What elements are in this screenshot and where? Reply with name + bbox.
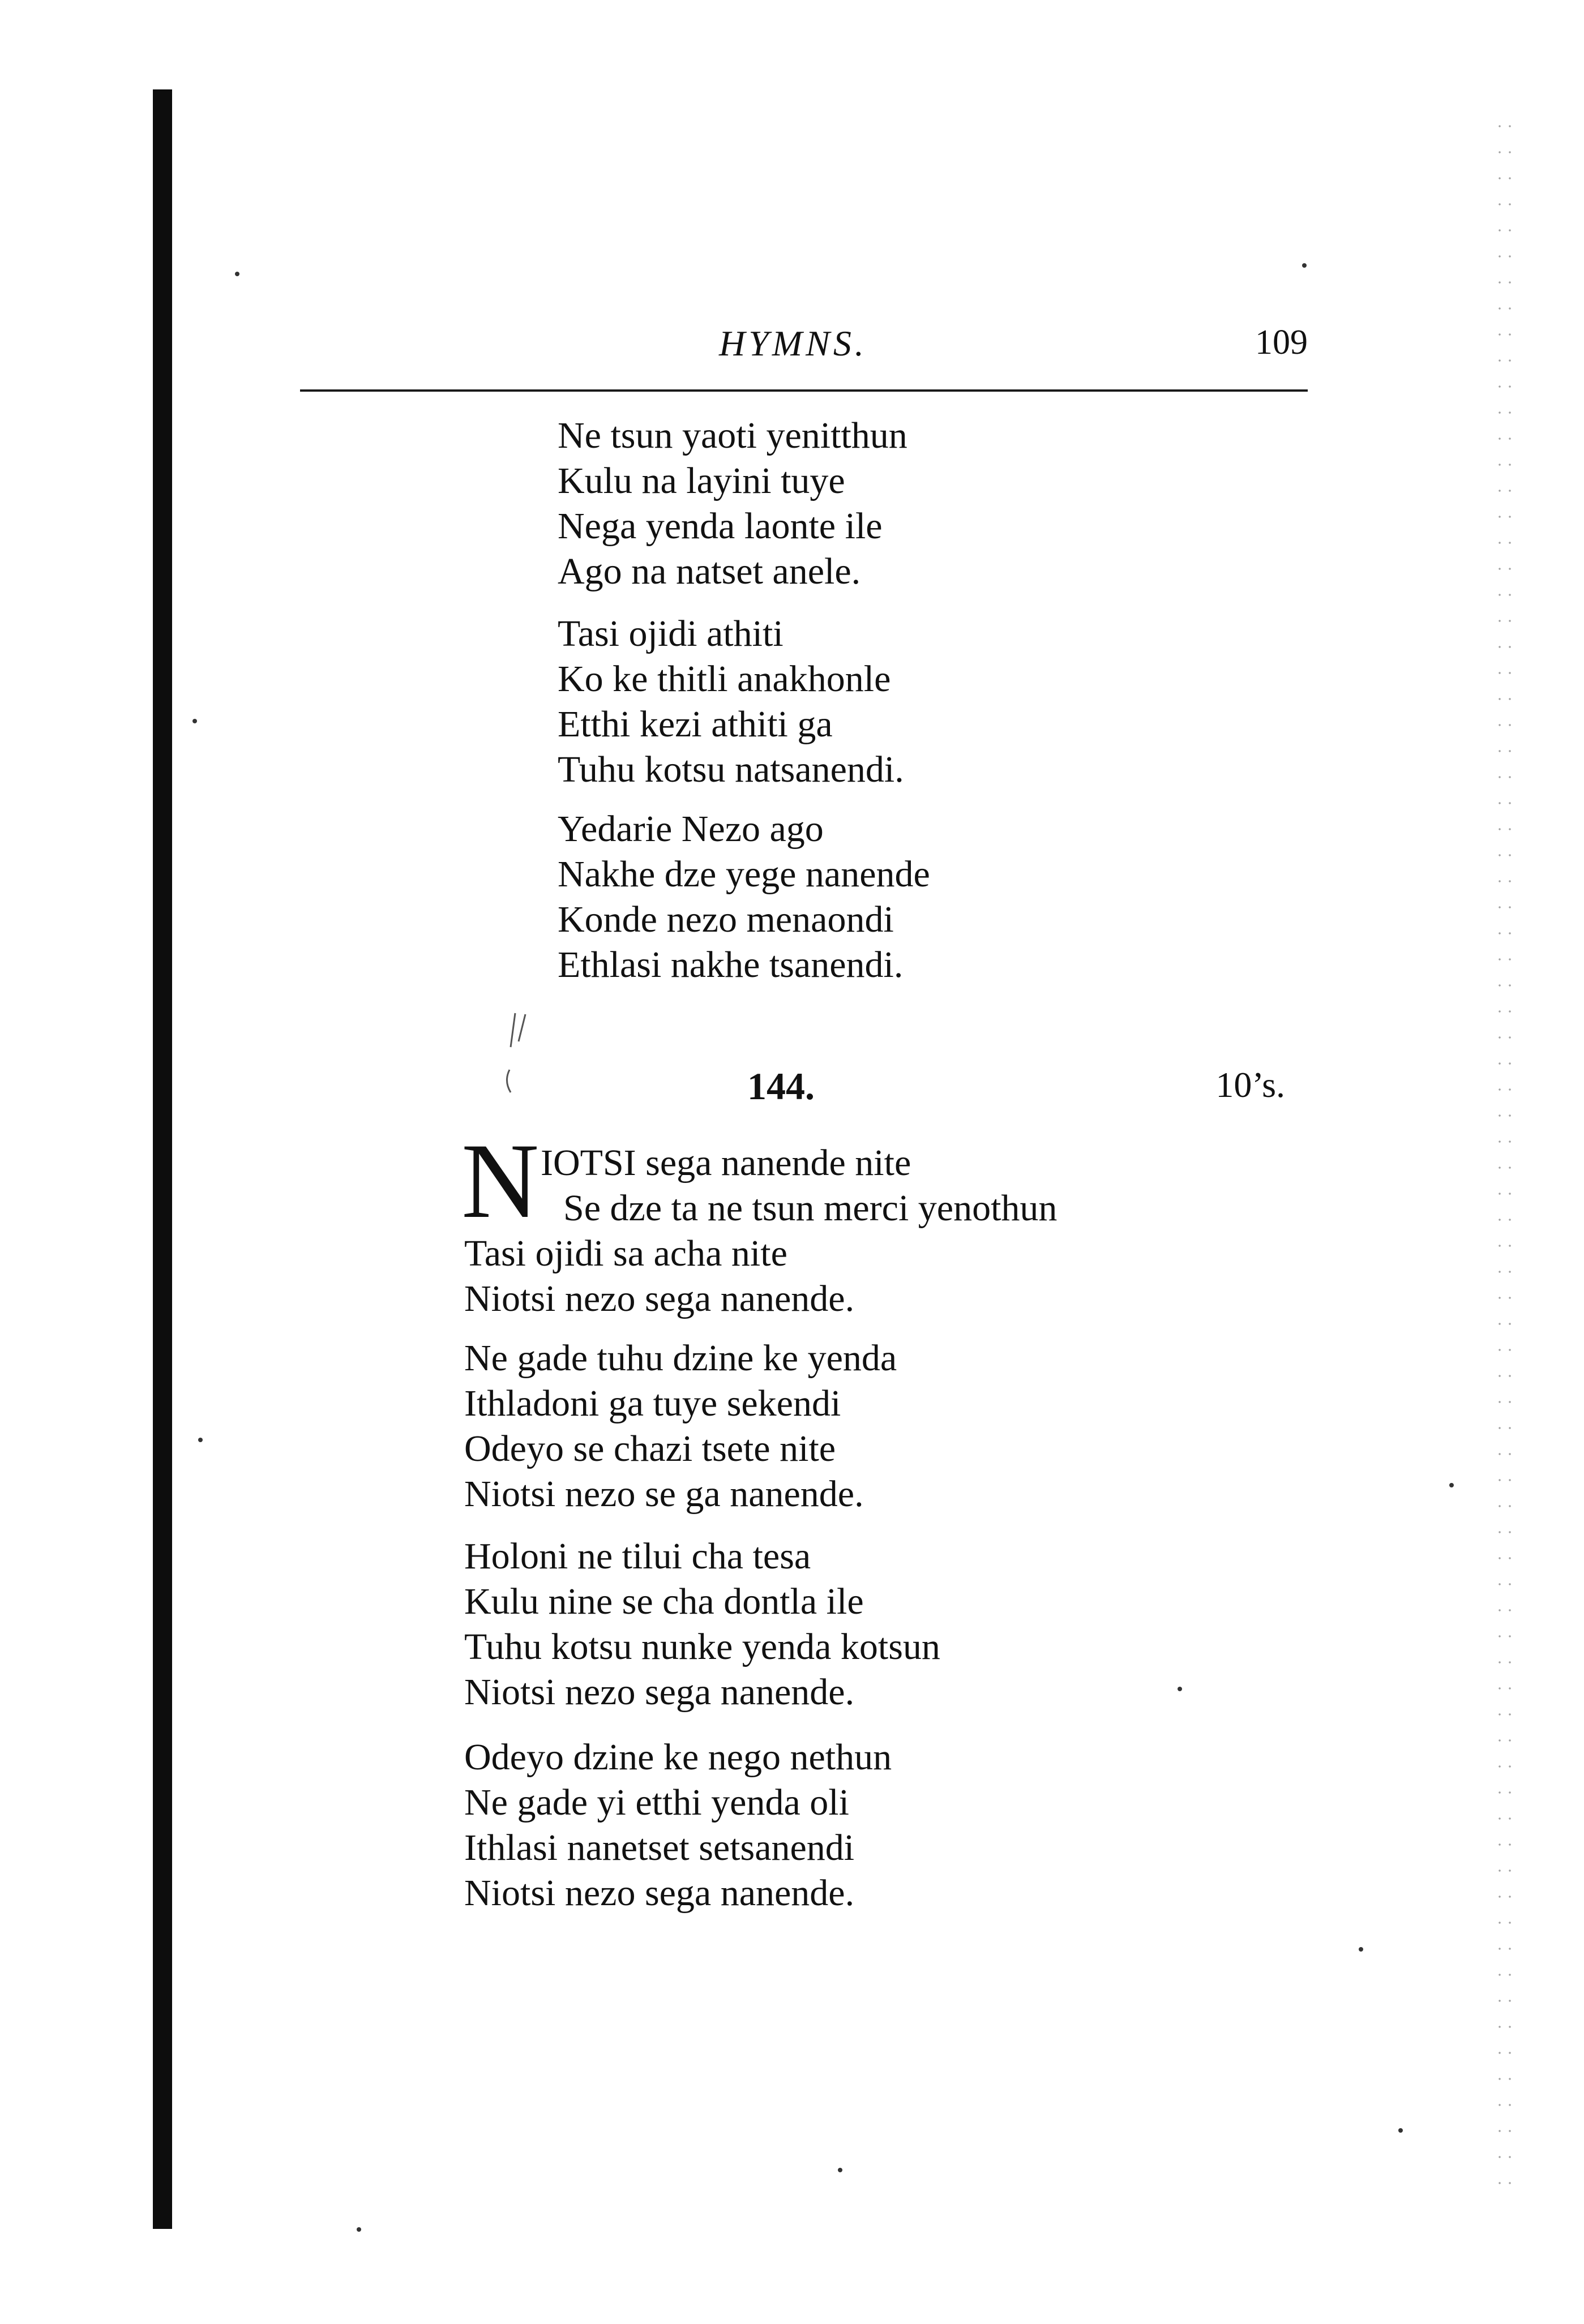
prev-stanza-3: [558, 807, 930, 988]
verse-line: Nega yenda laonte ile: [558, 505, 883, 547]
scan-speck: [235, 272, 239, 276]
running-head: [300, 323, 1308, 374]
hymn-stanza-1-bottom: [464, 1231, 854, 1322]
hymn-meter: 10’s.: [1215, 1065, 1285, 1105]
verse-line: Holoni ne tilui cha tesa: [464, 1536, 811, 1577]
verse-line: Niotsi nezo sega nanende.: [464, 1278, 855, 1319]
verse-line: Yedarie Nezo ago: [558, 808, 824, 850]
drop-cap: N: [461, 1122, 540, 1241]
prev-stanza-1: [558, 413, 907, 594]
verse-line: Ethlasi nakhe tsanendi.: [558, 944, 904, 985]
verse-line: Odeyo se chazi tsete nite: [464, 1428, 836, 1469]
verse-line: Kulu na layini tuye: [558, 460, 845, 501]
running-title: HYMNS.: [719, 323, 867, 363]
scan-speck: [357, 2227, 361, 2232]
hymn-stanza-3: [464, 1534, 940, 1715]
verse-line: Ne tsun yaoti yenitthun: [558, 415, 907, 456]
hymn-stanza-4: [464, 1735, 892, 1916]
scan-speck: [1359, 1947, 1363, 1952]
verse-line: Ko ke thitli anakhonle: [558, 658, 891, 700]
scan-speck: [1398, 2128, 1403, 2133]
verse-line: Se dze ta ne tsun merci yenothun: [563, 1187, 1058, 1229]
binding-edge: [153, 89, 172, 2229]
verse-line: Ithladoni ga tuye sekendi: [464, 1383, 841, 1424]
prev-stanza-2: [558, 611, 904, 792]
verse-line: Niotsi nezo sega nanende.: [464, 1671, 855, 1713]
scan-speck: [1302, 263, 1307, 268]
hymn-stanza-1-top: [541, 1140, 1057, 1231]
page-edge-speckles: [1495, 113, 1512, 2207]
header-rule: [300, 389, 1308, 392]
verse-line: Ne gade tuhu dzine ke yenda: [464, 1337, 897, 1379]
hymn-stanza-2: [464, 1336, 897, 1517]
verse-line: Niotsi nezo sega nanende.: [464, 1872, 855, 1914]
hymn-number: 144.: [747, 1065, 815, 1108]
verse-line: Nakhe dze yege nanende: [558, 854, 930, 895]
verse-line: Tuhu kotsu nunke yenda kotsun: [464, 1626, 940, 1667]
scan-speck: [192, 719, 197, 723]
scan-speck: [198, 1438, 203, 1442]
verse-line: Tasi ojidi sa acha nite: [464, 1233, 787, 1274]
verse-line: Tuhu kotsu natsanendi.: [558, 749, 904, 790]
scan-speck: [1449, 1483, 1454, 1487]
verse-line: IOTSI sega nanende nite: [541, 1142, 911, 1184]
verse-line: Ago na natset anele.: [558, 551, 861, 592]
verse-line: Konde nezo menaondi: [558, 899, 894, 940]
scan-speck: [1178, 1687, 1182, 1691]
verse-line: Ithlasi nanetset setsanendi: [464, 1827, 855, 1868]
verse-line: Etthi kezi athiti ga: [558, 704, 833, 745]
scan-speck: [838, 2168, 842, 2172]
verse-line: Niotsi nezo se ga nanende.: [464, 1473, 864, 1515]
verse-line: Ne gade yi etthi yenda oli: [464, 1782, 849, 1823]
page-number: 109: [1255, 323, 1308, 362]
verse-line: Kulu nine se cha dontla ile: [464, 1581, 864, 1622]
verse-line: Tasi ojidi athiti: [558, 613, 784, 654]
hymn-heading: [464, 1064, 1285, 1115]
verse-line: Odeyo dzine ke nego nethun: [464, 1736, 892, 1778]
